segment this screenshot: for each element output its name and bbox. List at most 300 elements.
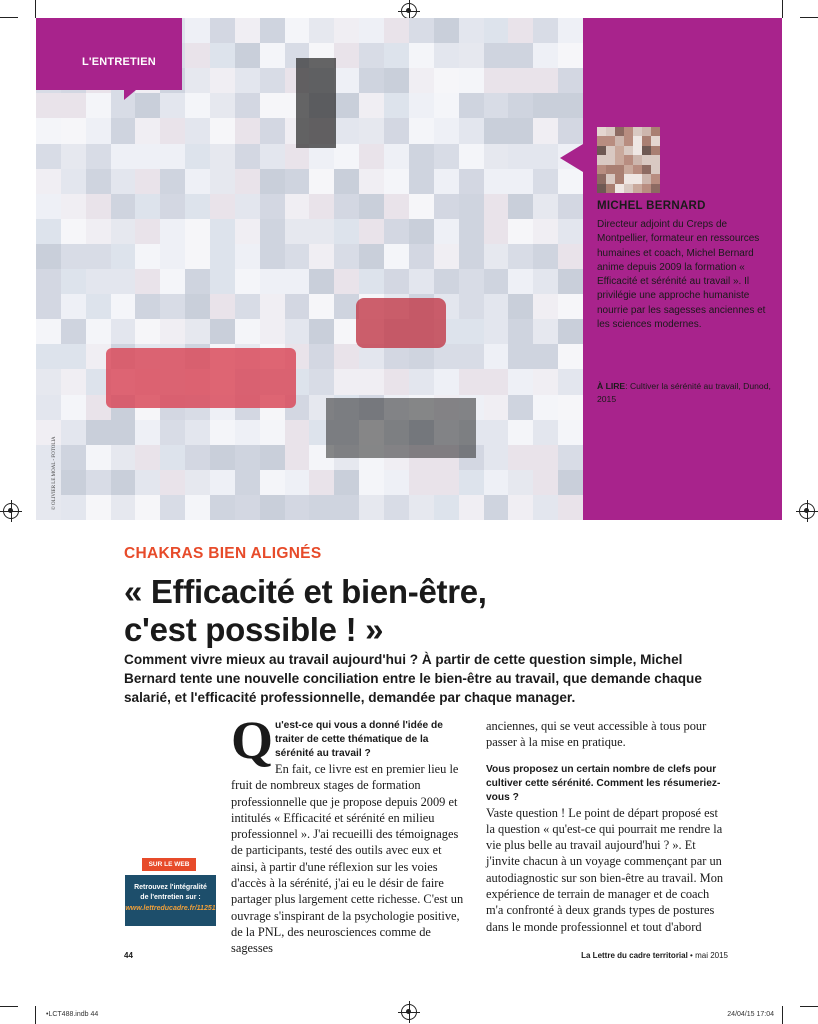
crop-mark [35,0,36,18]
title-line: c'est possible ! » [124,611,384,648]
mosaic-tile [285,319,310,344]
mosaic-tile [111,118,136,143]
mosaic-tile [508,369,533,394]
mosaic-tile [135,470,160,495]
mosaic-tile [160,144,185,169]
mosaic-tile [359,93,384,118]
mosaic-tile [135,495,160,520]
mosaic-tile [185,93,210,118]
mosaic-tile [235,18,260,43]
mosaic-tile [409,495,434,520]
mosaic-tile [384,93,409,118]
mosaic-tile [135,244,160,269]
mosaic-tile [309,344,334,369]
mosaic-tile [309,244,334,269]
mosaic-tile [111,194,136,219]
mosaic-tile [135,169,160,194]
mosaic-tile [384,470,409,495]
mosaic-tile [484,395,509,420]
portrait-tile [615,184,624,193]
mosaic-tile [533,269,558,294]
mosaic-tile [334,194,359,219]
mosaic-tile [334,269,359,294]
crop-mark [782,0,783,18]
mosaic-tile [533,319,558,344]
mosaic-tile [334,118,359,143]
mosaic-tile [36,194,61,219]
portrait-tile [633,127,642,136]
mosaic-tile [111,420,136,445]
mosaic-tile [459,194,484,219]
mosaic-tile [260,68,285,93]
mosaic-tile [484,219,509,244]
mosaic-tile [484,118,509,143]
mosaic-tile [384,144,409,169]
mosaic-tile [558,344,583,369]
mosaic-tile [86,470,111,495]
publication-sep: • [687,951,696,960]
mosaic-tile [484,369,509,394]
mosaic-tile [359,269,384,294]
mosaic-tile [484,269,509,294]
mosaic-tile [210,495,235,520]
mosaic-tile [111,319,136,344]
mosaic-tile [459,344,484,369]
mosaic-tile [36,269,61,294]
mosaic-tile [508,420,533,445]
mosaic-tile [334,68,359,93]
mosaic-tile [86,219,111,244]
mosaic-tile [384,219,409,244]
mosaic-tile [309,495,334,520]
mosaic-tile [508,294,533,319]
mosaic-tile [61,219,86,244]
mosaic-tile [533,369,558,394]
mosaic-tile [359,219,384,244]
answer-1: En fait, ce livre est en premier lieu le fruit de nombreux stages de formation professionnelle que je propose depuis 2009 et intitulés « Efficacité et sérénité en milieu professionnel ». J'ai recueilli des témoignages de participants, testé des outils avec eux et ainsi, à partir d'une réflexion sur les voies d'accès à la sérénité, j'ai eu le désir de faire partager plus largement cette richesse. C'est un ouvrage s'inspirant de la psychologie positive, de la PNL, des neurosciences comme de sagesses [231,762,464,956]
mosaic-tile [185,294,210,319]
mosaic-tile [260,43,285,68]
mosaic-tile [384,244,409,269]
mosaic-tile [235,269,260,294]
mosaic-tile [508,495,533,520]
mosaic-tile [309,18,334,43]
mosaic-tile [210,118,235,143]
mosaic-tile [334,244,359,269]
mosaic-tile [558,395,583,420]
mosaic-tile [334,495,359,520]
mosaic-tile [533,344,558,369]
mosaic-tile [135,93,160,118]
mosaic-tile [434,495,459,520]
crop-mark [0,1006,18,1007]
mosaic-tile [111,219,136,244]
mosaic-tile [111,169,136,194]
mosaic-tile [61,420,86,445]
mosaic-tile [36,244,61,269]
mosaic-tile [484,194,509,219]
mosaic-tile [285,269,310,294]
portrait-tile [615,136,624,145]
article-lede: Comment vivre mieux au travail aujourd'hui ? À partir de cette question simple, Michel Bernard tente une nouvelle conciliation entre le bien-être au travail, que demande chaque salarié, et l'efficacité professionnelle, demandée par chaque manager. [124,652,702,705]
mosaic-tile [508,93,533,118]
mosaic-tile [359,470,384,495]
crop-mark [800,1006,818,1007]
mosaic-tile [384,18,409,43]
print-slug-file: •LCT488.indb 44 [46,1011,99,1018]
mosaic-tile [135,118,160,143]
mosaic-tile [558,194,583,219]
web-url-link[interactable]: www.lettreducadre.fr/11251 [125,905,216,912]
interviewee-bio: Directeur adjoint du Creps de Montpellier, formateur en ressources humaines et coach, Michel Bernard anime depuis 2009 la formation « Efficacité et sérénité au travail ». Il privilégie une approche humaniste nourrie par les sagesses anciennes et les sciences modernes. [597,219,766,331]
mosaic-tile [61,169,86,194]
interviewee-name: MICHEL BERNARD [597,200,706,212]
mosaic-tile [86,420,111,445]
mosaic-tile [533,420,558,445]
mosaic-tile [533,194,558,219]
mosaic-tile [384,118,409,143]
mosaic-tile [434,369,459,394]
mosaic-tile [235,43,260,68]
mosaic-tile [484,93,509,118]
drop-cap: Q [231,710,274,770]
mosaic-tile [334,144,359,169]
mosaic-tile [61,495,86,520]
portrait-tile [624,127,633,136]
mosaic-tile [61,244,86,269]
mosaic-tile [61,470,86,495]
mosaic-tile [185,68,210,93]
mosaic-tile [285,420,310,445]
portrait-tile [606,127,615,136]
mosaic-tile [210,420,235,445]
mosaic-tile [36,344,61,369]
portrait-tile [606,155,615,164]
portrait-tile [642,184,651,193]
mosaic-tile [384,68,409,93]
mosaic-tile [434,93,459,118]
mosaic-tile [508,144,533,169]
mosaic-tile [210,219,235,244]
photo-red-shape [356,298,446,348]
portrait-tile [624,136,633,145]
mosaic-tile [210,194,235,219]
mosaic-tile [61,194,86,219]
print-slug-date: 24/04/15 17:04 [727,1011,774,1018]
mosaic-tile [61,369,86,394]
mosaic-tile [86,244,111,269]
photo-credit: © OLIVIER LE MOAL - FOTOLIA [52,436,57,510]
mosaic-tile [160,169,185,194]
portrait-tile [651,146,660,155]
mosaic-tile [285,294,310,319]
portrait-tile [615,174,624,183]
mosaic-tile [384,369,409,394]
mosaic-tile [285,169,310,194]
mosaic-tile [61,118,86,143]
mosaic-tile [533,93,558,118]
mosaic-tile [36,470,61,495]
mosaic-tile [334,93,359,118]
mosaic-tile [558,169,583,194]
mosaic-tile [434,470,459,495]
mosaic-tile [459,269,484,294]
question-1: u'est-ce qui vous a donné l'idée de traiter de cette thématique de la sérénité au travail ? [275,720,443,759]
mosaic-tile [61,144,86,169]
section-label: L'ENTRETIEN [82,56,156,68]
mosaic-tile [135,144,160,169]
mosaic-tile [409,169,434,194]
mosaic-tile [384,495,409,520]
mosaic-tile [384,169,409,194]
mosaic-tile [260,118,285,143]
mosaic-tile [160,269,185,294]
read-recommendation [597,380,775,406]
mosaic-tile [210,68,235,93]
portrait-tile [615,146,624,155]
hero-photo [36,18,583,520]
mosaic-tile [558,269,583,294]
mosaic-tile [235,144,260,169]
mosaic-tile [185,319,210,344]
mosaic-tile [459,369,484,394]
photo-dark-shape [296,58,336,148]
portrait-tile [624,184,633,193]
mosaic-tile [210,93,235,118]
portrait-tile [633,155,642,164]
mosaic-tile [434,118,459,143]
mosaic-tile [409,369,434,394]
mosaic-tile [61,93,86,118]
portrait-tile [624,146,633,155]
mosaic-tile [260,18,285,43]
mosaic-tile [61,319,86,344]
mosaic-tile [210,244,235,269]
mosaic-tile [533,395,558,420]
mosaic-tile [384,43,409,68]
mosaic-tile [135,269,160,294]
article-column-2 [486,718,729,935]
crop-mark [0,17,18,18]
mosaic-tile [260,144,285,169]
mosaic-tile [434,219,459,244]
publication-date: mai 2015 [695,951,728,960]
mosaic-tile [285,495,310,520]
mosaic-tile [409,244,434,269]
mosaic-tile [185,495,210,520]
mosaic-tile [61,269,86,294]
mosaic-tile [160,445,185,470]
mosaic-tile [185,244,210,269]
mosaic-tile [508,445,533,470]
mosaic-tile [36,169,61,194]
portrait-tile [615,127,624,136]
mosaic-tile [459,219,484,244]
portrait-tile [606,146,615,155]
mosaic-tile [160,294,185,319]
mosaic-tile [409,194,434,219]
answer-2: Vaste question ! Le point de départ proposé est la question « qu'est-ce qui pourrait me rendre la vie plus belle au travail aujourd'hui ? ». Et j'invite chacun à un voyage commençant par un autodiagnostic sur son bien-être au travail. Mon expérience de terrain de manager et de coach m'a confronté à deux grands types de postures dans le monde professionnel et tout d'abord [486,805,724,934]
mosaic-tile [36,118,61,143]
mosaic-tile [309,194,334,219]
mosaic-tile [409,144,434,169]
mosaic-tile [160,118,185,143]
mosaic-tile [384,344,409,369]
mosaic-tile [409,344,434,369]
mosaic-tile [260,194,285,219]
mosaic-tile [309,294,334,319]
mosaic-tile [484,144,509,169]
portrait-tile [633,165,642,174]
mosaic-tile [533,445,558,470]
mosaic-tile [260,495,285,520]
mosaic-tile [508,244,533,269]
mosaic-tile [185,144,210,169]
portrait-tile [624,155,633,164]
mosaic-tile [135,219,160,244]
mosaic-tile [359,169,384,194]
portrait-tile [633,136,642,145]
mosaic-tile [36,294,61,319]
mosaic-tile [558,319,583,344]
mosaic-tile [484,18,509,43]
mosaic-tile [558,18,583,43]
mosaic-tile [36,219,61,244]
portrait-tile [597,146,606,155]
crop-mark [800,17,818,18]
mosaic-tile [235,495,260,520]
registration-mark-icon [3,503,19,519]
portrait-tile [606,184,615,193]
mosaic-tile [533,470,558,495]
publication-name: La Lettre du cadre territorial [581,951,688,960]
mosaic-tile [210,294,235,319]
mosaic-tile [508,319,533,344]
portrait-tile [642,146,651,155]
mosaic-tile [36,93,61,118]
mosaic-tile [508,219,533,244]
mosaic-tile [334,219,359,244]
mosaic-tile [484,169,509,194]
mosaic-tile [484,470,509,495]
mosaic-tile [459,169,484,194]
mosaic-tile [484,68,509,93]
portrait-tile [651,184,660,193]
mosaic-tile [459,495,484,520]
mosaic-tile [533,144,558,169]
mosaic-tile [210,319,235,344]
mosaic-tile [309,169,334,194]
portrait-tile [606,174,615,183]
mosaic-tile [434,244,459,269]
mosaic-tile [309,369,334,394]
web-line-1: Retrouvez l'intégralité [134,884,207,891]
registration-mark-icon [401,1004,417,1020]
mosaic-tile [61,344,86,369]
portrait-tile [597,136,606,145]
portrait-tile [651,127,660,136]
mosaic-tile [434,43,459,68]
mosaic-tile [359,495,384,520]
portrait-tile [642,174,651,183]
mosaic-tile [558,420,583,445]
portrait-tile [597,155,606,164]
portrait-tile [642,155,651,164]
mosaic-tile [359,194,384,219]
mosaic-tile [459,470,484,495]
mosaic-tile [434,169,459,194]
mosaic-tile [359,43,384,68]
mosaic-tile [434,68,459,93]
mosaic-tile [210,269,235,294]
mosaic-tile [160,244,185,269]
mosaic-tile [334,18,359,43]
mosaic-tile [285,244,310,269]
mosaic-tile [86,495,111,520]
mosaic-tile [86,445,111,470]
mosaic-tile [309,319,334,344]
portrait-tile [642,165,651,174]
mosaic-tile [558,369,583,394]
mosaic-tile [86,118,111,143]
mosaic-tile [235,470,260,495]
portrait-tile [651,136,660,145]
mosaic-tile [185,470,210,495]
mosaic-tile [260,470,285,495]
mosaic-tile [135,294,160,319]
article-title [124,573,684,649]
mosaic-tile [359,344,384,369]
mosaic-tile [185,269,210,294]
article-kicker: CHAKRAS BIEN ALIGNÉS [124,545,322,562]
mosaic-tile [210,18,235,43]
mosaic-tile [160,470,185,495]
mosaic-tile [434,269,459,294]
mosaic-tile [111,445,136,470]
mosaic-tile [434,344,459,369]
mosaic-tile [235,420,260,445]
mosaic-tile [533,43,558,68]
mosaic-tile [260,219,285,244]
portrait-tile [624,174,633,183]
mosaic-tile [459,68,484,93]
mosaic-tile [285,470,310,495]
mosaic-tile [409,219,434,244]
mosaic-tile [384,194,409,219]
mosaic-tile [533,18,558,43]
mosaic-tile [235,118,260,143]
portrait-tile [642,136,651,145]
portrait-tile [597,184,606,193]
mosaic-tile [484,344,509,369]
mosaic-tile [61,395,86,420]
mosaic-tile [558,244,583,269]
web-link-box [125,875,216,926]
photo-dark-shape [326,398,476,458]
title-line: « Efficacité et bien-être, [124,573,487,610]
mosaic-tile [508,344,533,369]
mosaic-tile [508,118,533,143]
mosaic-tile [459,144,484,169]
mosaic-tile [210,144,235,169]
mosaic-tile [210,43,235,68]
crop-mark [782,1006,783,1024]
mosaic-tile [185,445,210,470]
page-number: 44 [124,951,133,960]
portrait-tile [597,127,606,136]
mosaic-tile [409,118,434,143]
mosaic-tile [508,395,533,420]
